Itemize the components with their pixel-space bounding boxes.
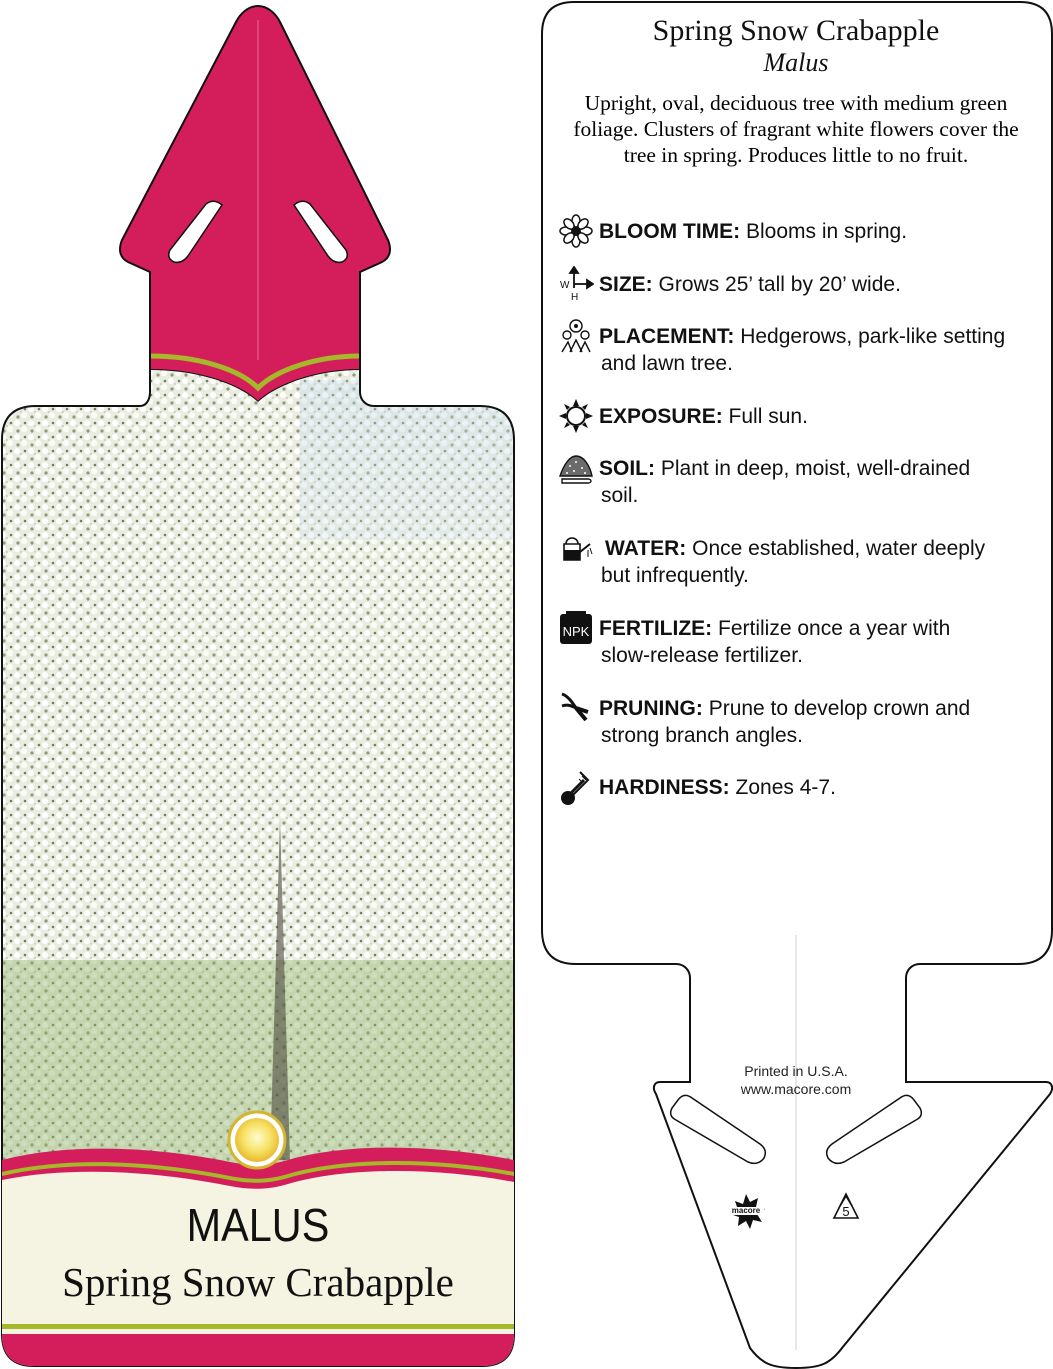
attribute-size xyxy=(599,271,1039,298)
placement-flowers-icon xyxy=(558,318,594,354)
front-common-name: Spring Snow Crabapple xyxy=(62,1259,454,1305)
attribute-label: PLACEMENT: xyxy=(599,325,735,348)
attribute-text-cont: soil. xyxy=(601,484,639,507)
front-genus: MALUS xyxy=(186,1199,330,1251)
attribute-text: Zones 4-7. xyxy=(735,776,836,799)
pruning-shears-icon xyxy=(558,690,594,726)
attribute-text: Plant in deep, moist, well-drained xyxy=(660,457,971,480)
attribute-text: Prune to develop crown and xyxy=(708,697,971,720)
back-title: Spring Snow Crabapple xyxy=(652,14,940,47)
size-h-label: H xyxy=(571,292,579,302)
attribute-text: Blooms in spring. xyxy=(746,220,908,243)
attribute-text-cont: strong branch angles. xyxy=(601,724,803,747)
attribute-label: SIZE: xyxy=(599,273,653,296)
attribute-text-cont: and lawn tree. xyxy=(601,352,733,375)
sun-icon xyxy=(558,398,594,434)
back-description: Upright, oval, deciduous tree with medium green foliage. Clusters of fragrant white flowers cover the tree in spring. Produces little to no fruit. xyxy=(573,91,1019,167)
attribute-label: SOIL: xyxy=(599,457,655,480)
attribute-label: HARDINESS: xyxy=(599,776,730,799)
attribute-text-cont: but infrequently. xyxy=(601,564,749,587)
attribute-text: Full sun. xyxy=(728,405,808,428)
attribute-label: FERTILIZE: xyxy=(599,617,713,640)
attribute-label: PRUNING: xyxy=(599,697,703,720)
attribute-hardiness xyxy=(599,774,1039,801)
full-sun-icon xyxy=(229,1112,285,1168)
size-w-label: W xyxy=(560,280,570,291)
back-tag-outline xyxy=(542,2,1052,1368)
attribute-text: Fertilize once a year with xyxy=(718,617,951,640)
attribute-text-cont: slow-release fertilizer. xyxy=(601,644,803,667)
attribute-text: Once established, water deeply xyxy=(692,537,986,560)
watering-can-icon xyxy=(558,530,594,566)
npk-label: NPK xyxy=(562,624,590,639)
attribute-label: WATER: xyxy=(605,537,687,560)
attribute-text: Grows 25’ tall by 20’ wide. xyxy=(658,273,901,296)
thermometer-icon xyxy=(558,770,594,806)
attribute-label: BLOOM TIME: xyxy=(599,220,741,243)
printed-in-usa: Printed in U.S.A. xyxy=(744,1063,848,1079)
attribute-exposure xyxy=(599,403,1039,430)
attribute-fertilize xyxy=(599,615,1039,669)
attribute-text: Hedgerows, park-like setting xyxy=(740,325,1006,348)
soil-mound-icon xyxy=(558,450,594,486)
macore-logo-text: macore xyxy=(731,1206,761,1215)
attribute-bloom-time xyxy=(599,218,1039,245)
attribute-water xyxy=(599,535,1039,589)
attribute-pruning xyxy=(599,695,1039,749)
recycle-number: 5 xyxy=(842,1204,850,1219)
back-latin-name: Malus xyxy=(763,48,829,77)
attribute-soil xyxy=(599,455,1039,509)
website: www.macore.com xyxy=(740,1081,852,1097)
flower-icon xyxy=(558,213,594,249)
attribute-label: EXPOSURE: xyxy=(599,405,723,428)
size-arrows-icon xyxy=(558,266,594,302)
npk-fertilizer-icon xyxy=(558,610,594,646)
attribute-placement xyxy=(599,323,1039,377)
